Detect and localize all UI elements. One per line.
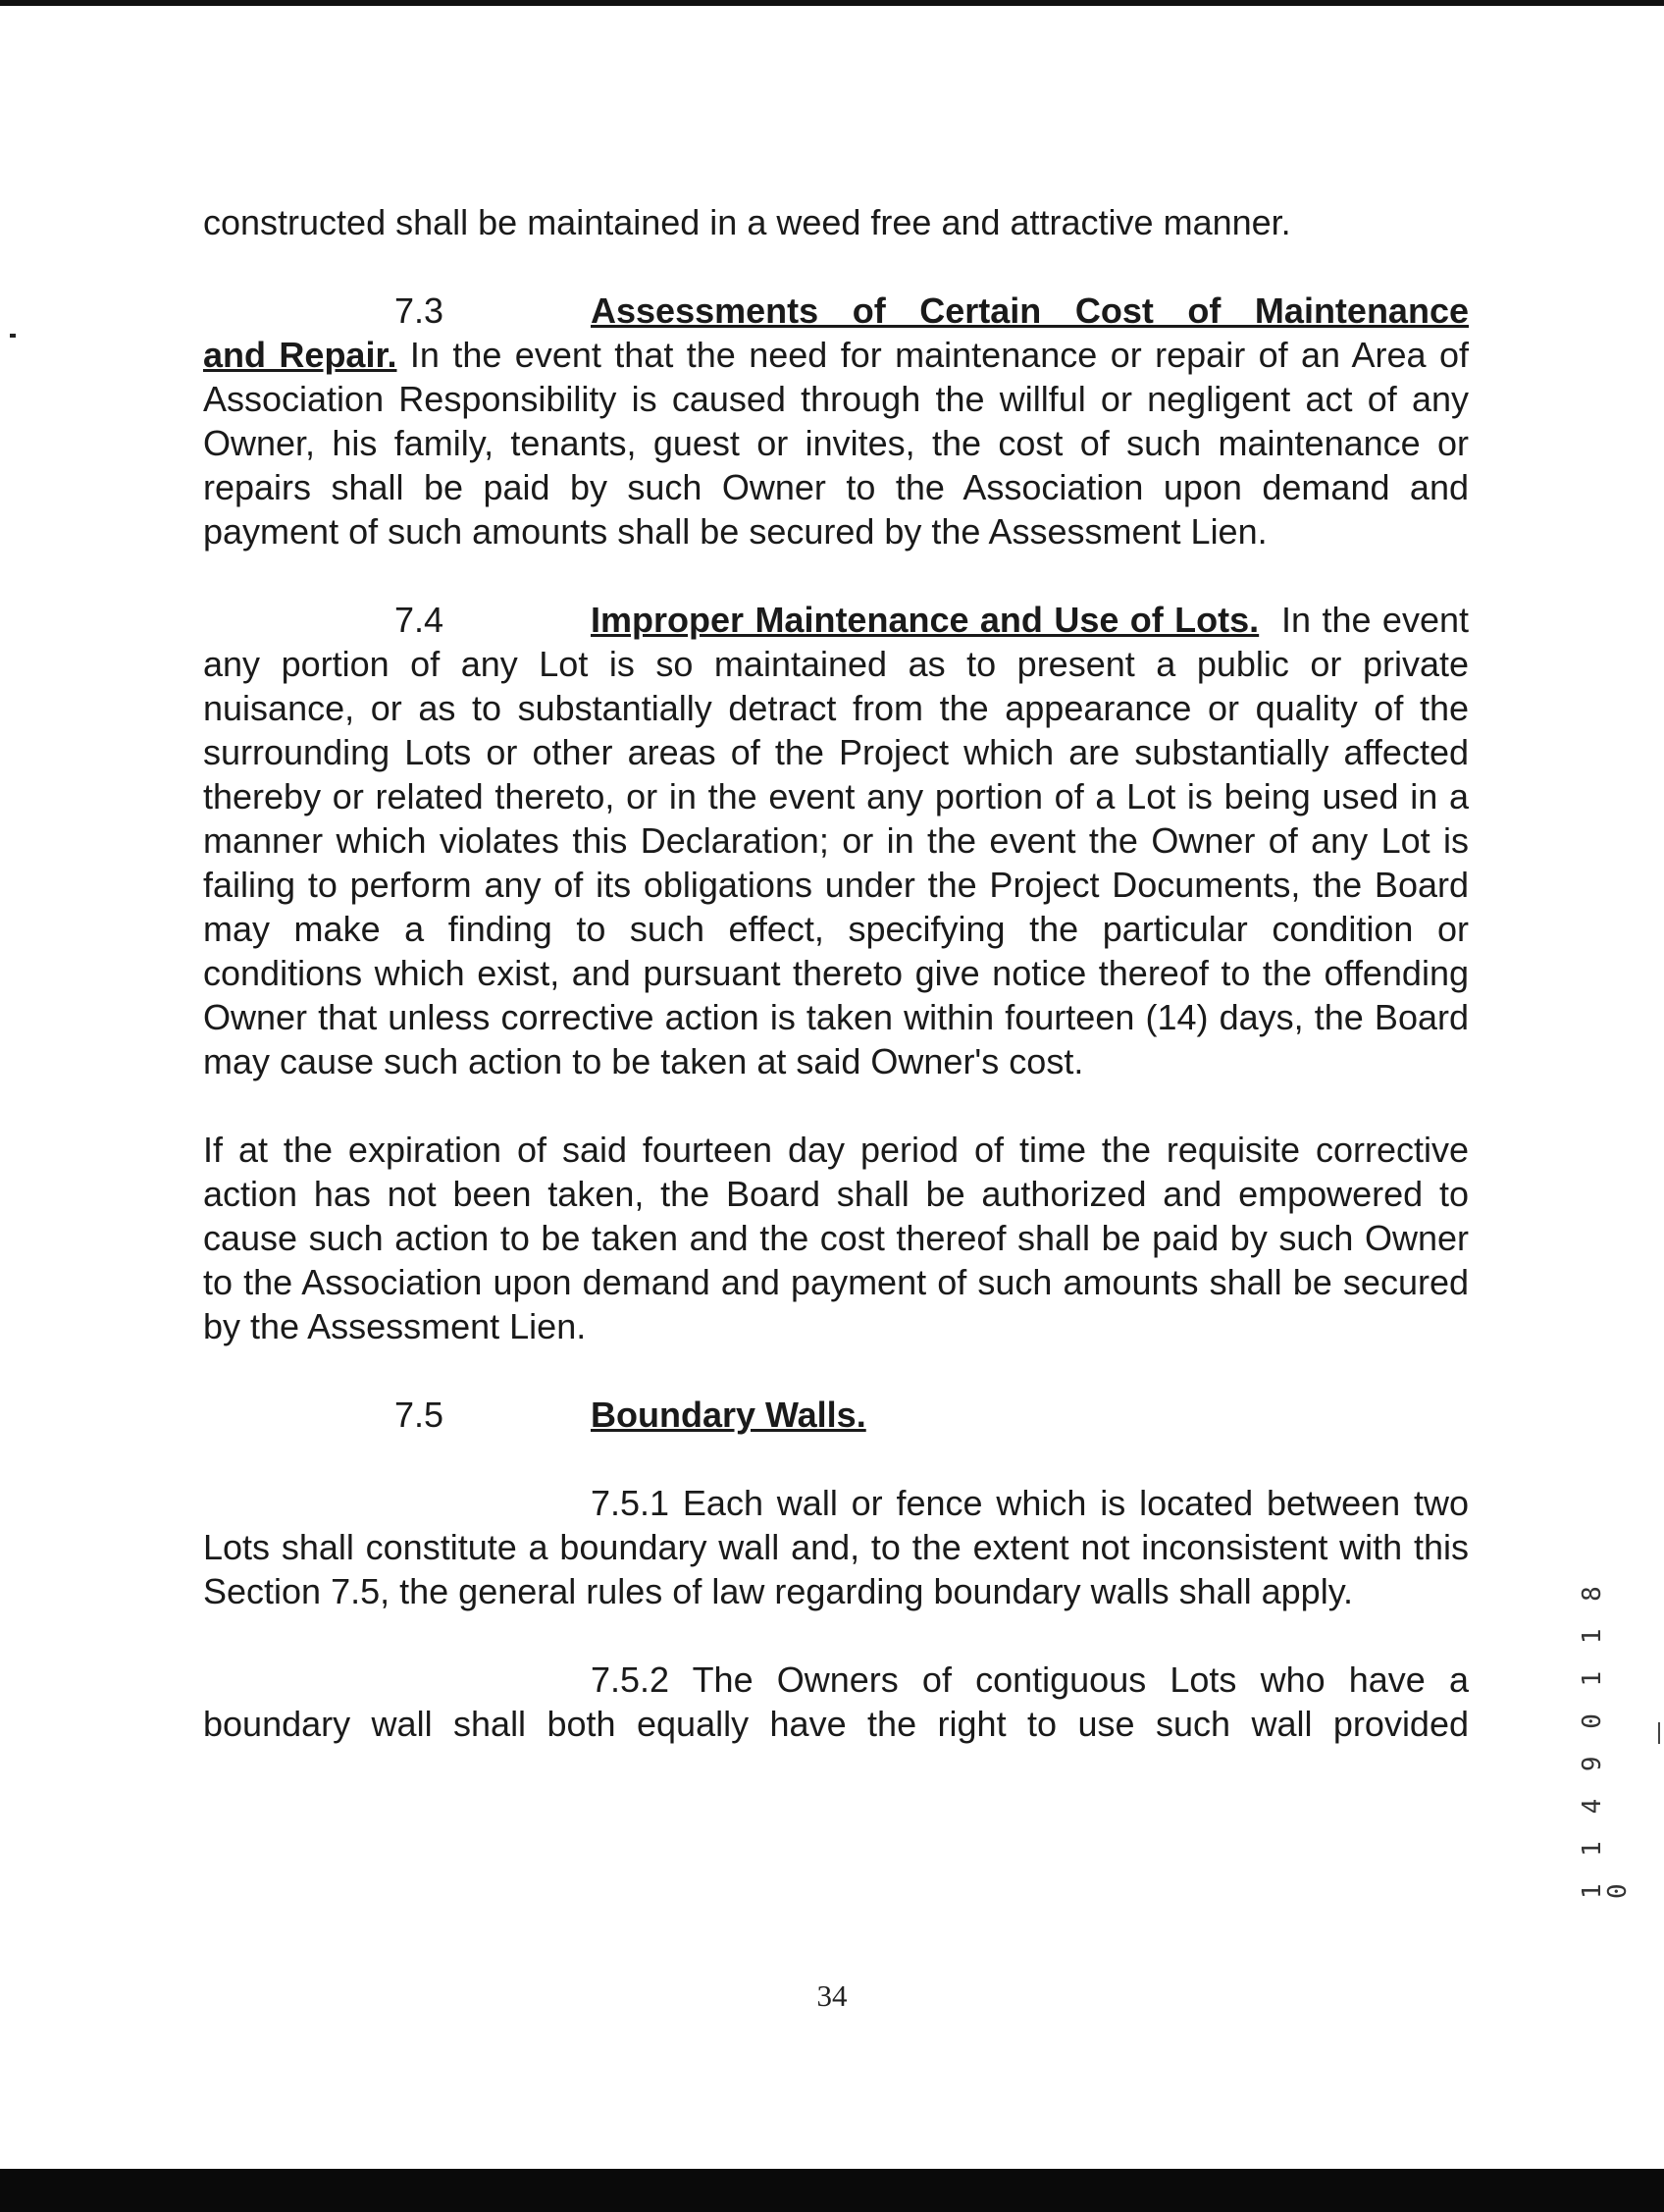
section-7-4-followup: If at the expiration of said fourteen day period of time the requisite corrective action has not been taken, the Board shall be authorized and empowered to cause such action to be taken and the cost thereof shall be paid by such Owner to the Association upon demand and payment of such amounts shall be secured by the Assessment Lien. [203, 1130, 1469, 1346]
scan-top-edge [0, 0, 1664, 6]
section-7-3-body [203, 333, 1469, 553]
section-7-5-title: Boundary Walls. [591, 1395, 866, 1435]
section-7-5-number: 7.5 [394, 1395, 444, 1435]
section-7-3-title-line2: and Repair. [203, 335, 397, 375]
document-body [203, 200, 1469, 1746]
scan-mark [10, 334, 16, 338]
section-7-4 [203, 598, 1469, 1083]
section-7-4-body [203, 598, 1469, 1083]
section-7-3-heading: 7.3 Assessments of Certain Cost of Maintenance [394, 290, 1469, 331]
section-7-4-body-text: In the event any portion of any Lot is so maintained as to present a public or private nuisance, or as to substantially detract from the appearance or quality of the surrounding Lots or other areas of the Project which are substantially affected thereby or related thereto, or in the event any portion of a Lot is being used in a manner which violates this Declaration; or in the event the Owner of any Lot is failing to perform any of its obligations under the Project Documents, the Board may make a finding to such effect, specifying the particular condition or conditions which exist, and pursuant thereto give notice thereof to the offending Owner that unless corrective action is taken within fourteen (14) days, the Board may cause such action to be taken at said Owner's cost. [203, 600, 1469, 1081]
section-7-3-title-text: Assessments of Certain Cost of Maintenance [591, 290, 1469, 331]
scan-edge-mark [1658, 1722, 1660, 1744]
scan-bottom-edge [0, 2169, 1664, 2212]
section-7-5-heading [203, 1393, 1469, 1437]
section-7-3-body-text: In the event that the need for maintenance or repair of an Area of Association Responsibility is caused through the willful or negligent act of any Owner, his family, tenants, guest or invites, the cost of such maintenance or repairs shall be paid by such Owner to the Association upon demand and payment of such amounts shall be secured by the Assessment Lien. [203, 335, 1469, 552]
section-7-4-title: Improper Maintenance and Use of Lots. [591, 600, 1260, 640]
subsection-7-5-2: 7.5.2 The Owners of contiguous Lots who have a boundary wall shall both equally have the right to use such wall provided [203, 1659, 1469, 1744]
section-7-4-number: 7.4 [394, 600, 444, 640]
page-number: 34 [816, 1978, 848, 2013]
side-record-stamp: 1 1 4 9 0 1 1 8 0 [1578, 1580, 1633, 1899]
section-7-3 [203, 289, 1469, 553]
opening-line: constructed shall be maintained in a weed free and attractive manner. [203, 202, 1291, 242]
subsection-7-5-1: 7.5.1 Each wall or fence which is located between two Lots shall constitute a boundary wall and, to the extent not inconsistent with this Section 7.5, the general rules of law regarding boundary walls shall apply. [203, 1483, 1469, 1611]
section-7-3-title-line1 [591, 289, 1469, 333]
